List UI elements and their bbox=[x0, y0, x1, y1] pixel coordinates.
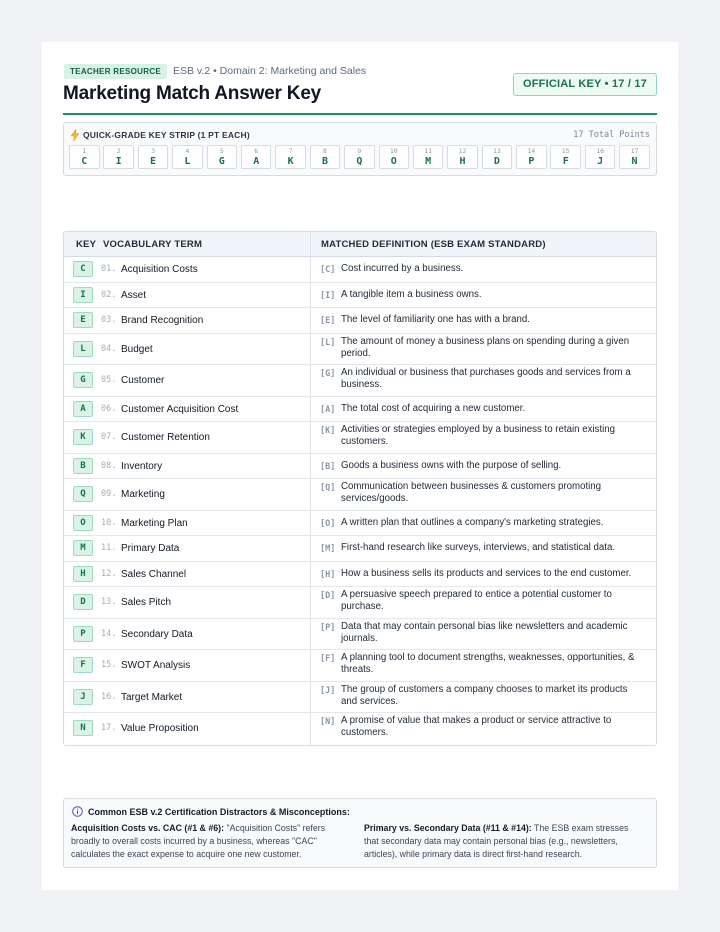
header-divider bbox=[63, 113, 657, 115]
domain-subtitle: ESB v.2 • Domain 2: Marketing and Sales bbox=[173, 65, 367, 77]
key-strip-number: 10 bbox=[389, 147, 398, 155]
key-strip-number: 13 bbox=[493, 147, 501, 155]
key-strip-number: 14 bbox=[527, 147, 536, 155]
term-number: 17. bbox=[101, 723, 117, 733]
column-divider bbox=[310, 283, 311, 308]
vocabulary-term: Customer Retention bbox=[121, 432, 210, 443]
matched-definition: The group of customers a company chooses to market its products and services. bbox=[341, 683, 628, 707]
key-strip-box bbox=[379, 145, 410, 169]
table-row bbox=[64, 422, 656, 454]
key-strip-letter: B bbox=[321, 156, 328, 167]
key-strip-letter: P bbox=[528, 156, 535, 167]
key-strip-letter: J bbox=[597, 156, 604, 167]
answer-key-badge: P bbox=[73, 626, 93, 642]
matched-definition: Cost incurred by a business. bbox=[341, 263, 464, 274]
answer-key-badge: L bbox=[73, 341, 93, 357]
column-divider bbox=[310, 479, 311, 510]
answer-key-badge: A bbox=[73, 401, 93, 417]
answer-key-badge: M bbox=[73, 540, 93, 556]
table-row bbox=[64, 682, 656, 714]
table-row bbox=[64, 562, 656, 588]
header-key: KEY bbox=[76, 239, 97, 250]
note-col2-heading: Primary vs. Secondary Data (#11 & #14): bbox=[364, 823, 532, 833]
column-divider bbox=[310, 232, 311, 256]
column-divider bbox=[310, 682, 311, 713]
answer-key-badge: B bbox=[73, 458, 93, 474]
key-strip-box bbox=[482, 145, 513, 169]
key-strip-letter: D bbox=[493, 156, 500, 167]
key-strip-number: 3 bbox=[151, 147, 155, 155]
key-strip-number: 4 bbox=[185, 147, 190, 155]
column-divider bbox=[310, 587, 311, 618]
key-strip-letter: O bbox=[390, 156, 397, 167]
column-divider bbox=[310, 397, 311, 422]
matched-definition: A tangible item a business owns. bbox=[341, 288, 482, 300]
column-divider bbox=[310, 308, 311, 333]
matched-definition: A persuasive speech prepared to entice a potential customer to purchase. bbox=[341, 589, 612, 612]
key-strip-boxes bbox=[69, 145, 654, 169]
matched-definition: The total cost of acquiring a new customer. bbox=[341, 402, 526, 414]
definition-key: [J] bbox=[320, 685, 336, 696]
lightning-bolt-icon bbox=[70, 129, 80, 141]
vocabulary-term: SWOT Analysis bbox=[121, 660, 191, 671]
definition-key: [F] bbox=[320, 654, 336, 664]
matched-definition: The amount of money a business plans on spending during a given period. bbox=[341, 335, 630, 359]
column-divider bbox=[310, 422, 311, 453]
quick-grade-strip bbox=[63, 122, 657, 176]
key-strip-letter: I bbox=[115, 156, 122, 167]
key-strip-letter: L bbox=[184, 156, 191, 167]
strip-header bbox=[70, 129, 250, 141]
column-divider bbox=[310, 454, 311, 479]
answer-key-page bbox=[42, 42, 678, 890]
key-strip-box bbox=[550, 145, 581, 169]
table-row bbox=[64, 308, 656, 334]
answer-key-badge: Q bbox=[73, 486, 93, 502]
table-row bbox=[64, 283, 656, 309]
key-strip-number: 5 bbox=[219, 147, 224, 155]
table-row bbox=[64, 365, 656, 397]
vocabulary-term: Customer bbox=[121, 375, 165, 386]
table-row bbox=[64, 454, 656, 480]
note-column-data bbox=[364, 822, 644, 861]
key-strip-box bbox=[619, 145, 650, 169]
answer-key-badge: N bbox=[73, 720, 93, 736]
column-divider bbox=[310, 619, 311, 650]
definition-key: [N] bbox=[320, 717, 336, 727]
matched-definition: Communication between businesses & customers promoting services/goods. bbox=[341, 481, 602, 504]
key-strip-box bbox=[207, 145, 238, 169]
key-strip-number: 6 bbox=[254, 147, 259, 155]
term-number: 16. bbox=[101, 691, 117, 702]
note-header bbox=[72, 806, 350, 817]
term-number: 15. bbox=[101, 660, 117, 670]
key-strip-number: 17 bbox=[630, 147, 639, 155]
column-divider bbox=[310, 511, 311, 536]
definition-key: [O] bbox=[320, 518, 336, 529]
key-strip-number: 1 bbox=[82, 147, 87, 155]
definition-key: [D] bbox=[320, 591, 336, 601]
term-number: 04. bbox=[101, 343, 117, 354]
answer-key-badge: O bbox=[73, 515, 93, 531]
distractors-note bbox=[63, 798, 657, 868]
key-strip-number: 8 bbox=[323, 147, 327, 155]
table-body bbox=[64, 257, 656, 745]
vocabulary-term: Sales Pitch bbox=[121, 597, 172, 608]
matched-definition: Goods a business owns with the purpose of selling. bbox=[341, 459, 562, 471]
definition-key: [B] bbox=[320, 461, 336, 472]
vocabulary-term: Secondary Data bbox=[121, 628, 193, 640]
matched-definition: The level of familiarity one has with a brand. bbox=[341, 314, 531, 325]
header-definition: MATCHED DEFINITION (ESB EXAM STANDARD) bbox=[321, 239, 546, 250]
teacher-resource-tag: TEACHER RESOURCE bbox=[64, 64, 167, 79]
answer-table bbox=[63, 231, 657, 746]
note-col1-heading: Acquisition Costs vs. CAC (#1 & #6): bbox=[71, 823, 224, 833]
matched-definition: How a business sells its products and services to the end customer. bbox=[341, 567, 632, 579]
term-number: 11. bbox=[101, 543, 117, 553]
table-row bbox=[64, 479, 656, 511]
note-col2-text: The ESB exam stresses that secondary data may contain personal bias (e.g., newsletters, articles), while primary data is direct first-hand research. bbox=[364, 823, 629, 859]
definition-key: [G] bbox=[320, 369, 336, 379]
key-strip-letter: E bbox=[150, 156, 157, 167]
key-strip-letter: G bbox=[218, 156, 225, 167]
key-strip-letter: H bbox=[459, 156, 466, 167]
column-divider bbox=[310, 650, 311, 681]
answer-key-badge: C bbox=[73, 261, 93, 277]
key-strip-box bbox=[69, 145, 100, 169]
table-row bbox=[64, 587, 656, 619]
answer-key-badge: G bbox=[73, 372, 93, 388]
key-strip-number: 11 bbox=[424, 147, 433, 155]
vocabulary-term: Marketing bbox=[121, 489, 165, 500]
matched-definition: A written plan that outlines a company's marketing strategies. bbox=[341, 516, 604, 528]
key-strip-letter: K bbox=[287, 156, 294, 167]
vocabulary-term: Acquisition Costs bbox=[121, 264, 198, 275]
vocabulary-term: Customer Acquisition Cost bbox=[121, 403, 239, 415]
note-col1-text: "Acquisition Costs" refers broadly to overall costs incurred by a business, whereas "CAC" calculates the exact expense to acquire one new customer. bbox=[71, 823, 326, 859]
definition-key: [E] bbox=[320, 316, 336, 326]
vocabulary-term: Target Market bbox=[121, 691, 183, 703]
answer-key-badge: E bbox=[73, 312, 93, 328]
key-strip-letter: N bbox=[631, 156, 638, 167]
answer-key-badge: J bbox=[73, 689, 93, 705]
key-strip-letter: Q bbox=[356, 156, 363, 167]
matched-definition: A promise of value that makes a product or service attractive to customers. bbox=[341, 715, 612, 738]
key-strip-box bbox=[241, 145, 272, 169]
vocabulary-term: Value Proposition bbox=[121, 723, 199, 734]
key-strip-box bbox=[103, 145, 134, 169]
page-title: Marketing Match Answer Key bbox=[63, 83, 322, 104]
vocabulary-term: Asset bbox=[121, 289, 147, 301]
key-strip-box bbox=[413, 145, 444, 169]
term-number: 08. bbox=[101, 460, 117, 471]
term-number: 12. bbox=[101, 568, 117, 579]
table-row bbox=[64, 619, 656, 651]
key-strip-box bbox=[516, 145, 547, 169]
matched-definition: A planning tool to document strengths, weaknesses, opportunities, & threats. bbox=[341, 652, 635, 675]
column-divider bbox=[310, 257, 311, 282]
vocabulary-term: Marketing Plan bbox=[121, 517, 188, 529]
key-strip-number: 15 bbox=[561, 147, 570, 155]
key-strip-letter: F bbox=[562, 156, 569, 167]
key-strip-number: 12 bbox=[458, 147, 467, 155]
term-number: 10. bbox=[101, 517, 117, 528]
strip-total-points: 17 Total Points bbox=[573, 130, 650, 140]
key-strip-box bbox=[585, 145, 616, 169]
answer-key-badge: K bbox=[73, 429, 93, 445]
matched-definition: Activities or strategies employed by a business to retain existing customers. bbox=[341, 424, 616, 447]
definition-key: [I] bbox=[320, 290, 336, 301]
definition-key: [Q] bbox=[320, 483, 336, 493]
matched-definition: First-hand research like surveys, interviews, and statistical data. bbox=[341, 542, 616, 553]
table-row bbox=[64, 257, 656, 283]
official-key-badge: OFFICIAL KEY • 17 / 17 bbox=[513, 73, 657, 96]
column-divider bbox=[310, 562, 311, 587]
table-row bbox=[64, 334, 656, 366]
definition-key: [K] bbox=[320, 426, 336, 436]
vocabulary-term: Brand Recognition bbox=[121, 315, 204, 326]
vocabulary-term: Inventory bbox=[121, 460, 163, 472]
column-divider bbox=[310, 365, 311, 396]
vocabulary-term: Budget bbox=[121, 343, 153, 355]
term-number: 05. bbox=[101, 375, 117, 385]
key-strip-letter: C bbox=[81, 156, 88, 167]
strip-title: QUICK-GRADE KEY STRIP (1 PT EACH) bbox=[83, 130, 250, 140]
answer-key-badge: D bbox=[73, 594, 93, 610]
key-strip-letter: M bbox=[425, 156, 432, 167]
key-strip-box bbox=[310, 145, 341, 169]
table-row bbox=[64, 713, 656, 745]
note-column-acquisition bbox=[71, 822, 341, 861]
info-circle-icon bbox=[72, 806, 83, 817]
key-strip-letter: A bbox=[253, 156, 260, 167]
column-divider bbox=[310, 536, 311, 561]
key-strip-box bbox=[275, 145, 306, 169]
column-divider bbox=[310, 334, 311, 365]
key-strip-number: 7 bbox=[288, 147, 293, 155]
term-number: 07. bbox=[101, 432, 117, 442]
key-strip-number: 16 bbox=[596, 147, 605, 155]
term-number: 14. bbox=[101, 628, 117, 639]
matched-definition: Data that may contain personal bias like newsletters and academic journals. bbox=[341, 620, 628, 644]
note-title: Common ESB v.2 Certification Distractors & Misconceptions: bbox=[88, 806, 350, 817]
header-term: VOCABULARY TERM bbox=[103, 239, 203, 250]
table-row bbox=[64, 536, 656, 562]
key-strip-box bbox=[447, 145, 478, 169]
definition-key: [C] bbox=[320, 265, 336, 275]
vocabulary-term: Primary Data bbox=[121, 543, 180, 554]
matched-definition: An individual or business that purchases goods and services from a business. bbox=[341, 367, 631, 390]
definition-key: [P] bbox=[320, 622, 336, 633]
term-number: 02. bbox=[101, 289, 117, 300]
table-row bbox=[64, 650, 656, 682]
key-strip-box bbox=[344, 145, 375, 169]
table-row bbox=[64, 511, 656, 537]
term-number: 13. bbox=[101, 597, 117, 607]
term-number: 03. bbox=[101, 315, 117, 325]
key-strip-box bbox=[138, 145, 169, 169]
definition-key: [M] bbox=[320, 544, 336, 554]
term-number: 09. bbox=[101, 489, 117, 499]
definition-key: [A] bbox=[320, 404, 336, 415]
answer-key-badge: H bbox=[73, 566, 93, 582]
term-number: 01. bbox=[101, 264, 117, 274]
term-number: 06. bbox=[101, 403, 117, 414]
definition-key: [L] bbox=[320, 337, 336, 348]
key-strip-box bbox=[172, 145, 203, 169]
answer-key-badge: I bbox=[73, 287, 93, 303]
table-header bbox=[64, 232, 656, 257]
table-row bbox=[64, 397, 656, 423]
answer-key-badge: F bbox=[73, 657, 93, 673]
column-divider bbox=[310, 713, 311, 745]
key-strip-number: 9 bbox=[357, 147, 362, 155]
definition-key: [H] bbox=[320, 569, 336, 580]
key-strip-number: 2 bbox=[116, 147, 121, 155]
vocabulary-term: Sales Channel bbox=[121, 568, 187, 580]
